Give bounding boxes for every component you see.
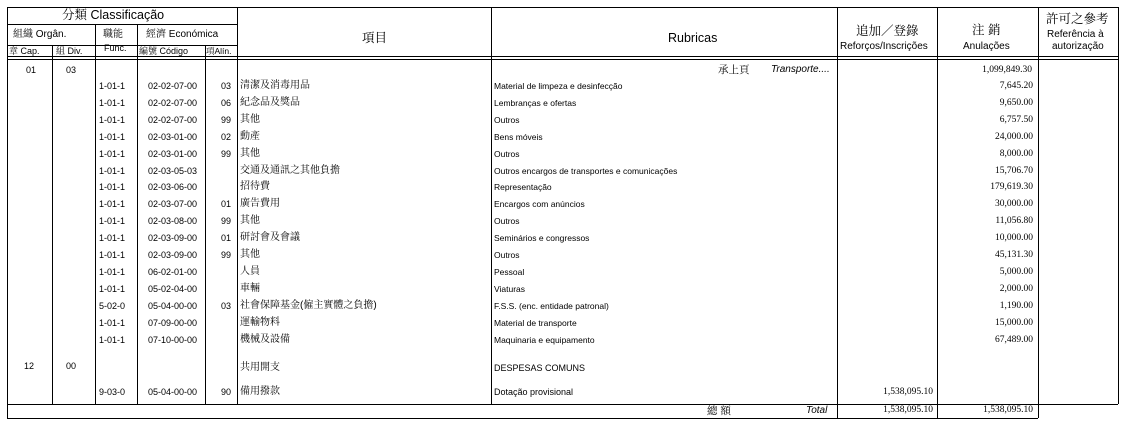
transporte-div: 03 bbox=[66, 65, 77, 75]
header-bottom-rule bbox=[7, 56, 1118, 57]
header-sub-rule bbox=[7, 24, 237, 25]
row-funcional: 1-01-1 bbox=[99, 335, 126, 345]
row-rubrica: Outros bbox=[494, 250, 520, 260]
row-alinea: 01 bbox=[221, 233, 232, 243]
row-anulacoes: 30,000.00 bbox=[995, 199, 1033, 209]
row-item: 動產 bbox=[240, 131, 260, 142]
column-rule bbox=[52, 45, 53, 404]
row-item: 機械及設備 bbox=[240, 334, 290, 345]
row-alinea: 02 bbox=[221, 132, 232, 142]
provision-reforcos: 1,538,095.10 bbox=[883, 387, 933, 397]
row-anulacoes: 9,650.00 bbox=[999, 98, 1033, 108]
codigo-heading: 編號 Código bbox=[139, 46, 189, 56]
total-bottom-rule bbox=[7, 418, 1038, 419]
column-rule bbox=[837, 7, 838, 418]
row-rubrica: Outros bbox=[494, 149, 520, 159]
row-item: 車輛 bbox=[240, 283, 260, 294]
organica-heading: 組織 Orgân. bbox=[13, 29, 67, 40]
column-rule bbox=[1118, 7, 1119, 404]
row-anulacoes: 2,000.00 bbox=[999, 284, 1033, 294]
row-rubrica: Representação bbox=[494, 182, 552, 192]
provision-codigo: 05-04-00-00 bbox=[148, 387, 198, 397]
row-rubrica: Outros bbox=[494, 216, 520, 226]
row-rubrica: Pessoal bbox=[494, 267, 525, 277]
row-codigo: 02-02-07-00 bbox=[148, 98, 198, 108]
row-item: 社會保障基金(僱主實體之負擔) bbox=[240, 300, 377, 311]
row-funcional: 1-01-1 bbox=[99, 182, 126, 192]
row-anulacoes: 10,000.00 bbox=[995, 233, 1033, 243]
reforcos-heading-pt: Reforços/Inscrições bbox=[840, 41, 928, 52]
row-funcional: 1-01-1 bbox=[99, 233, 126, 243]
column-rule bbox=[95, 24, 96, 404]
row-codigo: 02-02-07-00 bbox=[148, 115, 198, 125]
section-cap: 12 bbox=[24, 361, 35, 371]
row-funcional: 1-01-1 bbox=[99, 166, 126, 176]
row-item: 交通及通訊之其他負擔 bbox=[240, 165, 340, 176]
row-codigo: 02-03-09-00 bbox=[148, 250, 198, 260]
row-anulacoes: 1,190.00 bbox=[999, 301, 1033, 311]
row-anulacoes: 7,645.20 bbox=[999, 81, 1033, 91]
row-codigo: 02-03-07-00 bbox=[148, 199, 198, 209]
economica-heading: 經濟 Económica bbox=[146, 29, 219, 40]
row-anulacoes: 15,000.00 bbox=[995, 318, 1033, 328]
classification-heading: 分類 Classificação bbox=[62, 8, 165, 22]
row-codigo: 07-10-00-00 bbox=[148, 335, 198, 345]
provision-rubrica: Dotação provisional bbox=[494, 387, 574, 397]
column-rule bbox=[1038, 7, 1039, 418]
total-left-rule bbox=[7, 404, 8, 418]
row-codigo: 02-02-07-00 bbox=[148, 81, 198, 91]
referencia-heading-pt: autorização bbox=[1052, 41, 1104, 52]
row-codigo: 07-09-00-00 bbox=[148, 318, 198, 328]
row-codigo: 02-03-08-00 bbox=[148, 216, 198, 226]
row-alinea: 99 bbox=[221, 250, 232, 260]
section-div: 00 bbox=[66, 361, 77, 371]
itens-heading: 項目 bbox=[362, 31, 388, 45]
row-rubrica: Maquinaria e equipamento bbox=[494, 335, 595, 345]
total-anulacoes: 1,538,095.10 bbox=[983, 405, 1033, 415]
row-alinea: 03 bbox=[221, 301, 232, 311]
row-codigo: 02-03-06-00 bbox=[148, 182, 198, 192]
total-reforcos: 1,538,095.10 bbox=[883, 405, 933, 415]
row-rubrica: Material de transporte bbox=[494, 318, 577, 328]
row-alinea: 03 bbox=[221, 81, 232, 91]
row-rubrica: Viaturas bbox=[494, 284, 526, 294]
funcional-abbrev: Func. bbox=[104, 43, 127, 53]
row-alinea: 01 bbox=[221, 199, 232, 209]
provision-funcional: 9-03-0 bbox=[99, 387, 126, 397]
row-alinea: 06 bbox=[221, 98, 232, 108]
section-item: 共用開支 bbox=[240, 362, 280, 373]
row-anulacoes: 11,056.80 bbox=[995, 216, 1033, 226]
total-top-rule bbox=[7, 404, 1118, 405]
row-item: 招待費 bbox=[240, 181, 270, 192]
transporte-label-pt: Transporte.... bbox=[771, 64, 830, 75]
row-anulacoes: 179,619.30 bbox=[990, 182, 1033, 192]
row-rubrica: Outros bbox=[494, 115, 520, 125]
row-anulacoes: 24,000.00 bbox=[995, 132, 1033, 142]
row-anulacoes: 15,706.70 bbox=[995, 166, 1033, 176]
row-item: 廣告費用 bbox=[240, 198, 280, 209]
row-funcional: 1-01-1 bbox=[99, 267, 126, 277]
transporte-cap: 01 bbox=[26, 65, 37, 75]
row-funcional: 1-01-1 bbox=[99, 199, 126, 209]
row-rubrica: Lembranças e ofertas bbox=[494, 98, 577, 108]
reforcos-heading-zh: 追加／登錄 bbox=[856, 24, 919, 38]
row-rubrica: F.S.S. (enc. entidade patronal) bbox=[494, 301, 609, 311]
row-alinea: 99 bbox=[221, 115, 232, 125]
row-anulacoes: 45,131.30 bbox=[995, 250, 1033, 260]
row-anulacoes: 67,489.00 bbox=[995, 335, 1033, 345]
row-rubrica: Seminários e congressos bbox=[494, 233, 590, 243]
row-anulacoes: 6,757.50 bbox=[999, 115, 1033, 125]
row-alinea: 99 bbox=[221, 149, 232, 159]
row-codigo: 02-03-01-00 bbox=[148, 149, 198, 159]
total-label-pt: Total bbox=[806, 405, 828, 416]
provision-alinea: 90 bbox=[221, 387, 232, 397]
header-second-rule bbox=[7, 59, 1118, 60]
cap-heading: 章 Cap. bbox=[9, 46, 40, 56]
anulacoes-heading-pt: Anulações bbox=[963, 41, 1010, 52]
column-rule bbox=[237, 7, 238, 404]
row-funcional: 1-01-1 bbox=[99, 149, 126, 159]
row-funcional: 1-01-1 bbox=[99, 98, 126, 108]
section-rubrica: DESPESAS COMUNS bbox=[494, 363, 586, 373]
row-funcional: 1-01-1 bbox=[99, 250, 126, 260]
transporte-anulacoes: 1,099,849.30 bbox=[982, 65, 1032, 75]
funcional-heading: 職能 bbox=[103, 29, 123, 40]
row-item: 其他 bbox=[240, 249, 260, 260]
row-anulacoes: 8,000.00 bbox=[999, 149, 1033, 159]
anulacoes-heading-zh: 注 銷 bbox=[972, 23, 1001, 37]
header-top-rule bbox=[7, 7, 1118, 8]
referencia-heading-pt: Referência à bbox=[1047, 29, 1104, 40]
row-funcional: 1-01-1 bbox=[99, 81, 126, 91]
row-codigo: 05-02-04-00 bbox=[148, 284, 198, 294]
total-label-zh: 總 額 bbox=[707, 405, 731, 417]
row-item: 其他 bbox=[240, 114, 260, 125]
row-funcional: 5-02-0 bbox=[99, 301, 126, 311]
row-rubrica: Outros encargos de transportes e comunicações bbox=[494, 166, 678, 176]
row-funcional: 1-01-1 bbox=[99, 318, 126, 328]
row-codigo: 06-02-01-00 bbox=[148, 267, 198, 277]
row-item: 研討會及會議 bbox=[240, 232, 300, 243]
row-item: 其他 bbox=[240, 215, 260, 226]
row-codigo: 02-03-09-00 bbox=[148, 233, 198, 243]
row-codigo: 02-03-05-03 bbox=[148, 166, 198, 176]
row-item: 其他 bbox=[240, 148, 260, 159]
provision-item: 備用撥款 bbox=[240, 386, 280, 397]
row-rubrica: Material de limpeza e desinfecção bbox=[494, 81, 623, 91]
row-rubrica: Bens móveis bbox=[494, 132, 543, 142]
row-rubrica: Encargos com anúncios bbox=[494, 199, 585, 209]
row-codigo: 02-03-01-00 bbox=[148, 132, 198, 142]
referencia-heading-zh: 許可之參考 bbox=[1046, 12, 1109, 26]
row-item: 運輸物料 bbox=[240, 317, 280, 328]
row-item: 人員 bbox=[240, 266, 260, 277]
row-funcional: 1-01-1 bbox=[99, 132, 126, 142]
row-alinea: 99 bbox=[221, 216, 232, 226]
div-heading: 組 Div. bbox=[56, 46, 83, 56]
row-funcional: 1-01-1 bbox=[99, 115, 126, 125]
row-funcional: 1-01-1 bbox=[99, 216, 126, 226]
column-rule bbox=[205, 45, 206, 404]
row-item: 紀念品及獎品 bbox=[240, 97, 300, 108]
row-codigo: 05-04-00-00 bbox=[148, 301, 198, 311]
column-rule bbox=[491, 7, 492, 404]
row-item: 清潔及消毒用品 bbox=[240, 80, 310, 91]
alinea-heading: 項Alín. bbox=[206, 46, 232, 56]
column-rule bbox=[137, 24, 138, 404]
column-rule bbox=[937, 7, 938, 418]
row-anulacoes: 5,000.00 bbox=[999, 267, 1033, 277]
rubricas-heading: Rubricas bbox=[668, 31, 718, 45]
transporte-label-zh: 承上頁 bbox=[718, 64, 750, 76]
column-rule bbox=[7, 7, 8, 404]
row-funcional: 1-01-1 bbox=[99, 284, 126, 294]
